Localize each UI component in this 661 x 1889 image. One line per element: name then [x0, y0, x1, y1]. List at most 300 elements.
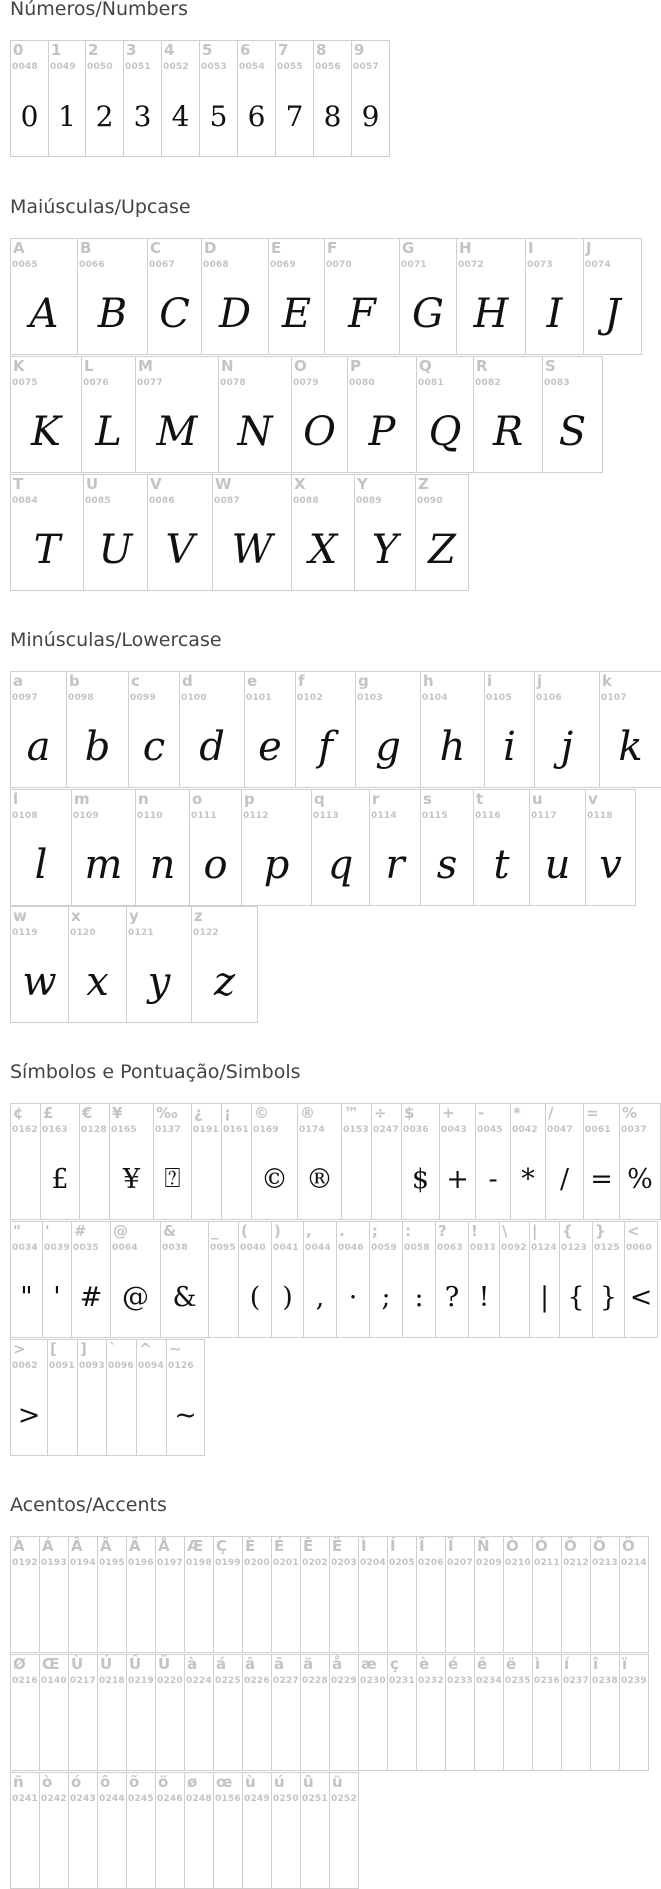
glyph-code: 0106 [536, 693, 562, 703]
glyph-sample [500, 1262, 529, 1332]
glyph-sample: T [33, 527, 61, 573]
glyph-code: 0063 [437, 1243, 463, 1253]
glyph-cell [329, 1654, 359, 1771]
glyph-label: \ [502, 1222, 508, 1240]
glyph-sample [192, 1144, 221, 1214]
glyph-code: 0119 [12, 928, 38, 938]
glyph-sample [78, 1380, 106, 1450]
glyph-sample: e [258, 724, 282, 770]
glyph-label: ú [274, 1773, 285, 1791]
glyph-label: Ö [622, 1537, 635, 1555]
glyph-code: 0140 [41, 1676, 67, 1686]
glyph-cell [532, 1536, 562, 1653]
glyph-label: ï [622, 1655, 628, 1673]
glyph-code: 0076 [83, 378, 109, 388]
glyph-cell [420, 789, 474, 906]
glyph-cell [300, 1536, 330, 1653]
glyph-sample: 7 [285, 99, 304, 133]
glyph-label: ) [274, 1222, 281, 1240]
glyph-label: £ [43, 1104, 54, 1122]
glyph-cell [371, 1103, 402, 1220]
glyph-sample: H [473, 291, 509, 337]
glyph-sample [272, 1695, 300, 1765]
glyph-sample: a [26, 724, 51, 770]
glyph-label: ¡ [224, 1104, 231, 1122]
glyph-code: 0137 [155, 1125, 181, 1135]
glyph-cell [126, 1536, 156, 1653]
glyph-cell [311, 789, 370, 906]
glyph-label: Ë [332, 1537, 343, 1555]
section-title: Símbolos e Pontuação/Simbols [10, 1061, 301, 1083]
glyph-cell [271, 1536, 301, 1653]
glyph-code: 0045 [477, 1125, 503, 1135]
glyph-row [10, 356, 602, 473]
glyph-label: Á [42, 1537, 54, 1555]
glyph-label: 8 [316, 41, 327, 59]
glyph-code: 0097 [12, 693, 38, 703]
glyph-cell [420, 671, 485, 788]
glyph-code: 0046 [338, 1243, 364, 1253]
glyph-code: 0037 [621, 1125, 647, 1135]
glyph-cell [590, 1654, 620, 1771]
glyph-label: N [221, 357, 234, 375]
glyph-sample: f [318, 724, 333, 770]
section-title: Números/Numbers [10, 0, 188, 20]
glyph-sample: W [231, 527, 273, 573]
glyph-code: 0060 [626, 1243, 652, 1253]
glyph-label: ` [109, 1340, 117, 1358]
glyph-cell [291, 356, 348, 473]
glyph-cell [199, 40, 238, 157]
glyph-code: 0090 [417, 496, 443, 506]
glyph-sample [69, 1813, 97, 1883]
glyph-code: 0078 [220, 378, 246, 388]
glyph-code: 0114 [371, 811, 397, 821]
glyph-code: 0238 [592, 1676, 618, 1686]
glyph-code: 0202 [302, 1558, 328, 1568]
glyph-label: _ [211, 1222, 219, 1240]
glyph-cell [313, 40, 352, 157]
glyph-cell [10, 474, 84, 591]
glyph-sample: p [263, 842, 290, 888]
glyph-code: 0252 [331, 1794, 357, 1804]
glyph-label: Å [158, 1537, 170, 1555]
glyph-code: 0088 [293, 496, 319, 506]
glyph-cell [297, 1103, 342, 1220]
glyph-cell [184, 1536, 214, 1653]
glyph-code: 0218 [99, 1676, 125, 1686]
glyph-cell [351, 40, 390, 157]
glyph-cell [244, 671, 296, 788]
glyph-cell [529, 789, 586, 906]
glyph-row [10, 474, 468, 591]
glyph-sample [98, 1577, 126, 1647]
glyph-cell [184, 1654, 214, 1771]
glyph-label: b [69, 672, 80, 690]
glyph-sample [127, 1813, 155, 1883]
glyph-label: Ã [100, 1537, 112, 1555]
glyph-label: a [13, 672, 24, 690]
glyph-cell [10, 238, 78, 355]
glyph-label: q [314, 790, 325, 808]
glyph-cell [126, 1654, 156, 1771]
glyph-label: ? [438, 1222, 447, 1240]
glyph-sample: k [618, 724, 643, 770]
glyph-label: ¿ [194, 1104, 203, 1122]
glyph-cell [47, 1339, 78, 1456]
glyph-cell [336, 1221, 370, 1338]
glyph-label: V [150, 475, 162, 493]
glyph-sample: L [95, 409, 122, 455]
glyph-cell [201, 238, 269, 355]
glyph-label: É [274, 1537, 285, 1555]
glyph-code: 0110 [137, 811, 163, 821]
glyph-cell [97, 1536, 127, 1653]
glyph-cell [10, 1103, 41, 1220]
glyph-cell [10, 1339, 48, 1456]
glyph-label: f [298, 672, 305, 690]
glyph-cell [123, 40, 162, 157]
glyph-label: I [528, 239, 534, 257]
glyph-row [10, 671, 661, 788]
glyph-code: 0237 [563, 1676, 589, 1686]
glyph-sample [504, 1695, 532, 1765]
glyph-sample [243, 1695, 271, 1765]
glyph-cell [503, 1654, 533, 1771]
glyph-cell [218, 356, 292, 473]
glyph-sample [214, 1813, 242, 1883]
glyph-cell [166, 1339, 205, 1456]
glyph-cell [10, 1654, 40, 1771]
glyph-code: 0074 [585, 260, 611, 270]
glyph-label: ó [71, 1773, 82, 1791]
glyph-sample: & [172, 1281, 197, 1313]
glyph-label: È [245, 1537, 256, 1555]
glyph-row [10, 1536, 648, 1653]
glyph-code: 0153 [343, 1125, 369, 1135]
glyph-cell [191, 1103, 222, 1220]
glyph-cell [369, 789, 421, 906]
glyph-code: 0079 [293, 378, 319, 388]
glyph-label: z [194, 907, 203, 925]
glyph-sample: ® [306, 1163, 333, 1195]
glyph-label: Z [418, 475, 429, 493]
glyph-code: 0033 [470, 1243, 496, 1253]
glyph-label: B [80, 239, 92, 257]
glyph-cell [300, 1772, 330, 1889]
glyph-sample: P [368, 409, 396, 455]
glyph-sample: m [84, 842, 123, 888]
glyph-label: p [244, 790, 255, 808]
glyph-code: 0044 [305, 1243, 331, 1253]
glyph-code: 0210 [505, 1558, 531, 1568]
glyph-sample: < [629, 1281, 653, 1313]
glyph-cell [475, 1103, 511, 1220]
glyph-cell [77, 238, 148, 355]
glyph-label: & [163, 1222, 177, 1240]
glyph-sample [69, 1695, 97, 1765]
glyph-code: 0056 [315, 62, 341, 72]
glyph-label: S [545, 357, 556, 375]
glyph-code: 0251 [302, 1794, 328, 1804]
glyph-sample: y [147, 959, 171, 1005]
glyph-code: 0077 [137, 378, 163, 388]
glyph-code: 0197 [157, 1558, 183, 1568]
glyph-row [10, 1221, 657, 1338]
glyph-cell [542, 356, 603, 473]
glyph-code: 0219 [128, 1676, 154, 1686]
glyph-label: ø [187, 1773, 198, 1791]
glyph-label: J [586, 239, 592, 257]
glyph-label: Ó [535, 1537, 548, 1555]
glyph-code: 0065 [12, 260, 38, 270]
glyph-code: 0062 [12, 1361, 38, 1371]
glyph-label: Õ [593, 1537, 606, 1555]
glyph-label: Q [419, 357, 432, 375]
glyph-code: 0206 [418, 1558, 444, 1568]
glyph-cell [474, 1536, 504, 1653]
glyph-code: 0191 [193, 1125, 219, 1135]
glyph-sample: 3 [133, 99, 152, 133]
glyph-sample [533, 1577, 561, 1647]
glyph-code: 0250 [273, 1794, 299, 1804]
glyph-code: 0211 [534, 1558, 560, 1568]
glyph-cell [561, 1536, 591, 1653]
glyph-cell [135, 789, 190, 906]
glyph-cell [10, 671, 67, 788]
glyph-code: 0169 [253, 1125, 279, 1135]
glyph-code: 0195 [99, 1558, 125, 1568]
glyph-cell [402, 1221, 436, 1338]
glyph-cell [473, 356, 543, 473]
glyph-cell [10, 1536, 40, 1653]
glyph-sample: s [436, 842, 458, 888]
glyph-cell [445, 1536, 475, 1653]
glyph-code: 0051 [125, 62, 151, 72]
glyph-label: T [13, 475, 24, 493]
glyph-code: 0216 [12, 1676, 38, 1686]
glyph-sample: 9 [361, 99, 380, 133]
glyph-code: 0048 [12, 62, 38, 72]
glyph-code: 0064 [112, 1243, 138, 1253]
glyph-sample: j [560, 724, 574, 770]
glyph-code: 0198 [186, 1558, 212, 1568]
glyph-sample: w [22, 959, 57, 1005]
glyph-sample: d [199, 724, 225, 770]
glyph-cell [510, 1103, 546, 1220]
glyph-sample [591, 1577, 619, 1647]
glyph-code: 0246 [157, 1794, 183, 1804]
glyph-sample [272, 1813, 300, 1883]
glyph-sample [48, 1380, 77, 1450]
glyph-code: 0111 [191, 811, 217, 821]
glyph-code: 0233 [447, 1676, 473, 1686]
glyph-code: 0072 [458, 260, 484, 270]
glyph-sample: " [20, 1281, 33, 1313]
glyph-code: 0091 [49, 1361, 75, 1371]
glyph-cell [387, 1654, 417, 1771]
glyph-label: ê [477, 1655, 488, 1673]
glyph-label: œ [216, 1773, 233, 1791]
glyph-label: k [602, 672, 612, 690]
glyph-cell [66, 671, 129, 788]
glyph-code: 0038 [162, 1243, 188, 1253]
glyph-cell [147, 474, 213, 591]
glyph-cell [358, 1654, 388, 1771]
glyph-label: , [306, 1222, 312, 1240]
glyph-code: 0156 [215, 1794, 241, 1804]
glyph-sample: # [79, 1281, 103, 1313]
glyph-sample [301, 1695, 329, 1765]
glyph-label: 1 [51, 41, 62, 59]
glyph-label: ÷ [374, 1104, 387, 1122]
glyph-label: € [82, 1104, 93, 1122]
glyph-code: 0068 [203, 260, 229, 270]
glyph-cell [329, 1536, 359, 1653]
glyph-sample: c [142, 724, 166, 770]
glyph-code: 0209 [476, 1558, 502, 1568]
glyph-label: å [332, 1655, 343, 1673]
glyph-label: ñ [13, 1773, 24, 1791]
glyph-label: 7 [278, 41, 289, 59]
glyph-cell [559, 1221, 593, 1338]
glyph-sample: Z [428, 527, 456, 573]
glyph-label: x [71, 907, 81, 925]
glyph-label: h [423, 672, 434, 690]
glyph-sample: S [558, 409, 587, 455]
glyph-sample: D [218, 291, 252, 337]
glyph-cell [439, 1103, 476, 1220]
glyph-sample [11, 1813, 39, 1883]
glyph-label: g [358, 672, 369, 690]
glyph-code: 0194 [70, 1558, 96, 1568]
glyph-sample [475, 1577, 503, 1647]
glyph-sample [156, 1695, 184, 1765]
glyph-sample: r [385, 842, 405, 888]
glyph-label: ò [42, 1773, 53, 1791]
glyph-sample [342, 1144, 371, 1214]
glyph-sample: V [165, 527, 195, 573]
glyph-code: 0109 [73, 811, 99, 821]
glyph-cell [415, 474, 469, 591]
glyph-label: Y [357, 475, 368, 493]
glyph-cell [153, 1103, 192, 1220]
glyph-row [10, 789, 635, 906]
glyph-label: æ [361, 1655, 377, 1673]
glyph-label: - [478, 1104, 485, 1122]
glyph-sample: o [203, 842, 228, 888]
glyph-cell [161, 40, 200, 157]
glyph-code: 0095 [210, 1243, 236, 1253]
glyph-sample [137, 1380, 166, 1450]
glyph-cell [585, 789, 636, 906]
glyph-label: ! [471, 1222, 478, 1240]
glyph-label: @ [113, 1222, 128, 1240]
glyph-label: U [86, 475, 99, 493]
glyph-cell [79, 1103, 110, 1220]
glyph-cell [619, 1103, 661, 1220]
glyph-sample [272, 1577, 300, 1647]
glyph-label: / [548, 1104, 554, 1122]
glyph-sample: £ [51, 1163, 69, 1195]
glyph-sample: v [599, 842, 622, 888]
glyph-sample: J [604, 291, 621, 337]
glyph-label: û [303, 1773, 314, 1791]
glyph-code: 0126 [168, 1361, 194, 1371]
glyph-label: K [13, 357, 25, 375]
glyph-cell [416, 356, 474, 473]
glyph-label: 6 [240, 41, 251, 59]
glyph-cell [39, 1654, 69, 1771]
section-title: Minúsculas/Lowercase [10, 629, 222, 651]
glyph-label: Ù [71, 1655, 84, 1673]
glyph-label: : [405, 1222, 411, 1240]
glyph-cell [71, 789, 136, 906]
glyph-cell [10, 356, 82, 473]
glyph-code: 0224 [186, 1676, 212, 1686]
glyph-code: 0066 [79, 260, 105, 270]
glyph-cell [71, 1221, 111, 1338]
glyph-sample: h [439, 724, 466, 770]
glyph-code: 0118 [587, 811, 613, 821]
glyph-sample: G [412, 291, 444, 337]
glyph-cell [590, 1536, 620, 1653]
glyph-code: 0089 [356, 496, 382, 506]
glyph-cell [291, 474, 355, 591]
glyph-code: 0201 [273, 1558, 299, 1568]
glyph-code: 0163 [42, 1125, 68, 1135]
glyph-cell [525, 238, 584, 355]
glyph-sample [98, 1813, 126, 1883]
glyph-code: 0096 [108, 1361, 134, 1371]
glyph-code: 0123 [561, 1243, 587, 1253]
glyph-cell [10, 1221, 43, 1338]
glyph-code: 0057 [353, 62, 379, 72]
glyph-code: 0165 [111, 1125, 137, 1135]
glyph-sample: ⍰ [164, 1163, 181, 1194]
glyph-code: 0128 [81, 1125, 107, 1135]
glyph-cell [484, 671, 535, 788]
glyph-sample: > [17, 1399, 41, 1431]
glyph-label: ¥ [112, 1104, 123, 1122]
glyph-code: 0239 [621, 1676, 647, 1686]
glyph-label: n [138, 790, 149, 808]
glyph-cell [341, 1103, 372, 1220]
glyph-label: O [294, 357, 307, 375]
glyph-code: 0050 [87, 62, 113, 72]
glyph-code: 0226 [244, 1676, 270, 1686]
glyph-cell [212, 474, 292, 591]
glyph-sample [209, 1262, 238, 1332]
glyph-row [10, 1772, 358, 1889]
glyph-sample [40, 1695, 68, 1765]
glyph-label: Ñ [477, 1537, 490, 1555]
glyph-sample [620, 1577, 648, 1647]
glyph-label: w [13, 907, 27, 925]
glyph-cell [128, 671, 180, 788]
glyph-code: 0116 [475, 811, 501, 821]
glyph-label: ; [372, 1222, 378, 1240]
glyph-cell [354, 474, 416, 591]
glyph-sample: 8 [323, 99, 342, 133]
glyph-cell [619, 1536, 649, 1653]
glyph-sample: 5 [209, 99, 228, 133]
glyph-cell [97, 1654, 127, 1771]
glyph-code: 0085 [85, 496, 111, 506]
glyph-label: D [204, 239, 217, 257]
glyph-cell [39, 1772, 69, 1889]
glyph-label: ] [80, 1340, 87, 1358]
